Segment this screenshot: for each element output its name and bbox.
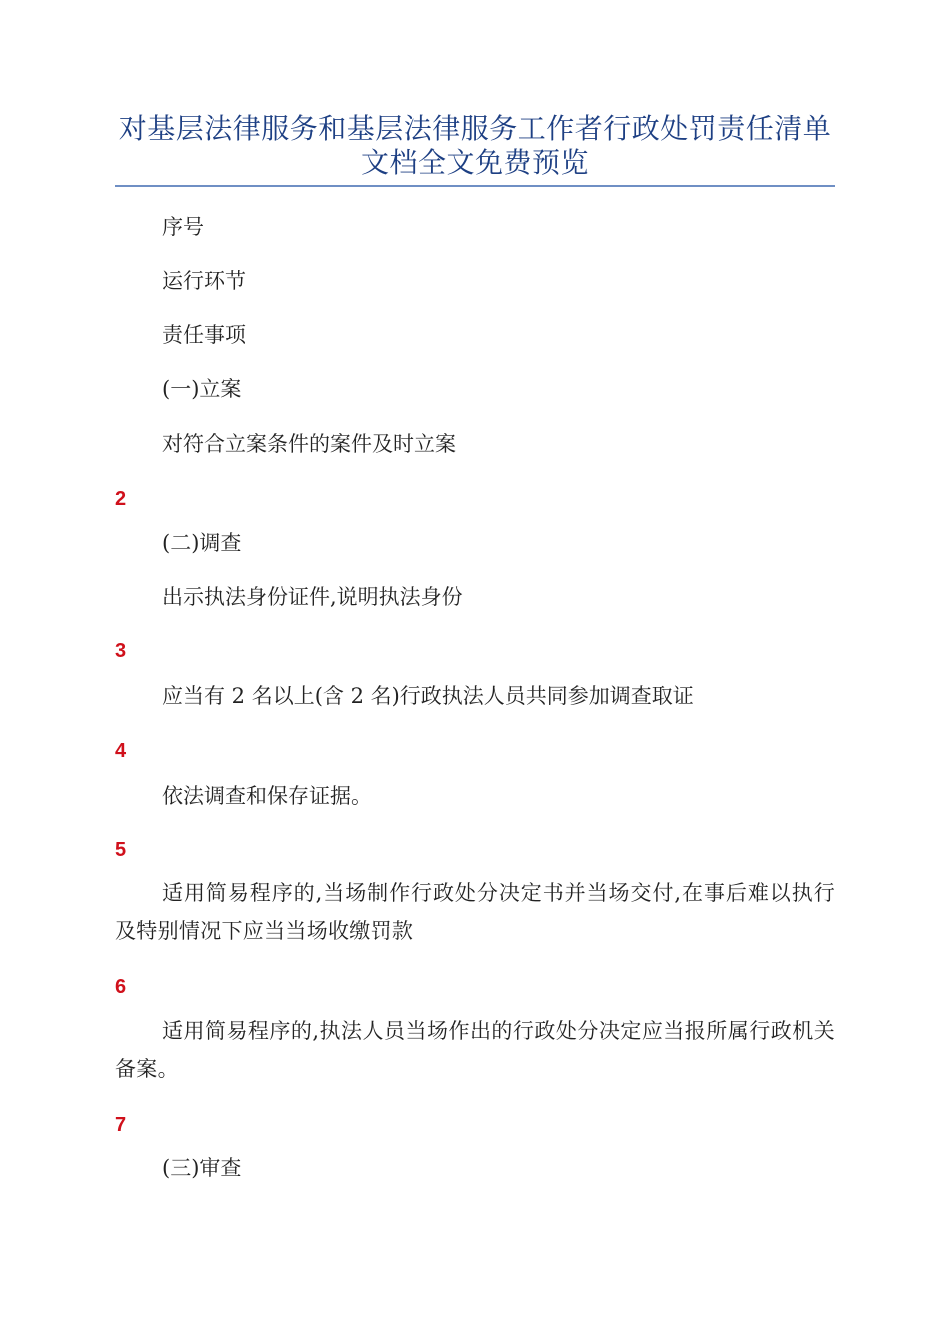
item-number: 2 xyxy=(115,488,127,510)
document-title: 对基层法律服务和基层法律服务工作者行政处罚责任清单文档全文免费预览 xyxy=(118,112,832,179)
title-divider xyxy=(115,185,835,187)
text-line: 对符合立案条件的案件及时立案 xyxy=(162,432,456,456)
item-number: 3 xyxy=(115,640,127,662)
item-number: 4 xyxy=(115,740,127,762)
text-line: 运行环节 xyxy=(162,269,246,293)
item-number: 6 xyxy=(115,976,127,998)
text-line: 依法调查和保存证据。 xyxy=(162,784,372,808)
text-line: (一)立案 xyxy=(162,377,242,401)
text-line: 应当有 2 名以上(含 2 名)行政执法人员共同参加调查取证 xyxy=(162,684,694,708)
item-number: 5 xyxy=(115,839,127,861)
item-number: 7 xyxy=(115,1114,127,1136)
text-line: 序号 xyxy=(162,215,204,239)
text-line: 责任事项 xyxy=(162,323,246,347)
text-line: (二)调查 xyxy=(162,531,242,555)
text-line: 出示执法身份证件,说明执法身份 xyxy=(162,585,463,609)
text-paragraph: 适用简易程序的,执法人员当场作出的行政处分决定应当报所属行政机关备案。 xyxy=(115,1019,835,1081)
text-paragraph: 适用简易程序的,当场制作行政处分决定书并当场交付,在事后难以执行及特别情况下应当当场收缴罚款 xyxy=(115,881,835,943)
text-line: (三)审查 xyxy=(162,1156,242,1180)
